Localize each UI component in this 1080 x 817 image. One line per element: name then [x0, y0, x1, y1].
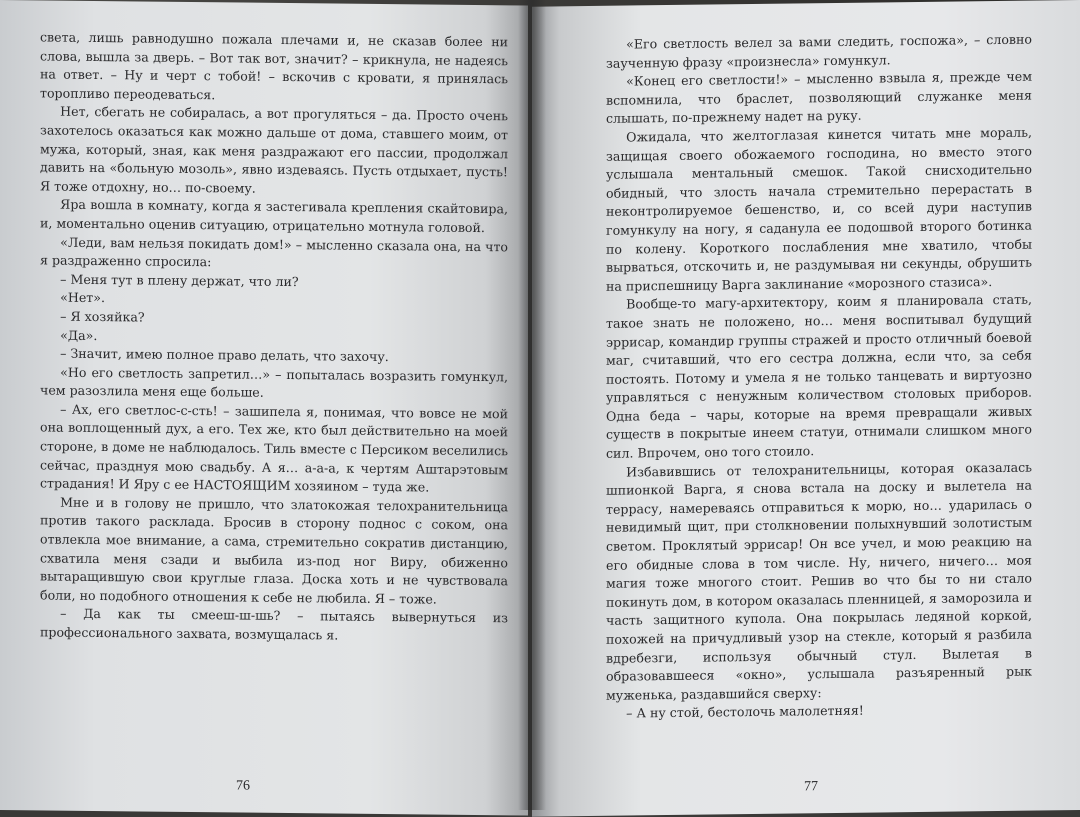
paragraph: «Его светлость велел за вами следить, госпожа», – словно заученную фразу «произнесла» гомункул. — [606, 31, 1032, 71]
paragraph: – Значит, имею полное право делать, что захочу. — [60, 345, 389, 365]
paragraph: «Нет». — [60, 289, 105, 306]
paragraph: – А ну стой, бестолочь малолетняя! — [626, 703, 864, 721]
paragraph: – Меня тут в плену держат, что ли? — [60, 271, 299, 289]
paragraph: Мне и в голову не пришло, что златокожая телохранительница против такого расклада. Бросив в сторону поднос с соком, она отвлекла мое внимание, а сама, стремительно сократив дистанцию, схватила меня сзади и выбила из-под ног Виру, обиженно вытаращившую свои круглые глаза. Доска хоть и не чувствовала боли, но подобного отношения к себе не любила. Я – тоже. — [40, 494, 508, 607]
paragraph: «Конец его светлости!» – мысленно взвыла я, прежде чем вспомнила, что браслет, позволяющий служанке меня слышать, по-прежнему надет на руку. — [606, 68, 1032, 127]
page-number: 77 — [804, 779, 818, 795]
paragraph: «Леди, вам нельзя покидать дом!» – мысленно сказала она, на что я раздраженно спросила: — [40, 234, 508, 270]
left-page — [0, 0, 528, 816]
paragraph: Нет, сбегать не собиралась, а вот прогуляться – да. Просто очень захотелось оказаться как можно дальше от дома, ставшего моим, от мужа, который, зная, как меня раздражают его пассии, продолжал давить на «больную мозоль», явно издеваясь. Пусть отдыхает, пусть! Я тоже отдохну, но… по-своему. — [40, 104, 508, 196]
right-page — [532, 0, 1080, 817]
paragraph: Избавившись от телохранительницы, которая оказалась шпионкой Варга, я снова встала на доску и вылетела на террасу, намереваясь отправиться к морю, но… ударилась о невидимый щит, при столкновении полыхнувший золотистым светом. Проклятый эррисар! Он все учел, и мою реакцию на его обидные слова в том числе. Ну, ничего, ничего… моя магия тоже многого стоит. Решив во что бы то ни стало покинуть дом, в котором оказалась пленницей, я заморозила и часть защитного купола. Она покрылась ледяной коркой, похожей на причудливый узор на стекле, который я разбила вдребезги, используя обычный стул. Вылетая в образовавшееся «окно», услышала разъяренный рык муженька, раздавшийся сверху: — [606, 459, 1032, 703]
paragraph: – Я хозяйка? — [60, 308, 145, 325]
paragraph: «Да». — [60, 327, 98, 343]
paragraph: Вообще-то магу-архитектору, коим я планировала стать, такое знать не положено, но… меня воспитывал будущий эррисар, командир группы стражей и просто отличный боевой маг, считавший, что его сестра должна, если что, за себя постоять. Потому и умела я не только танцевать и виртуозно управляться с ненужным количеством столовых приборов. Одна беда – чары, которые на время превращали живых существ в покрытые инеем статуи, отнимали слишком много сил. Впрочем, оно того стоило. — [606, 291, 1032, 461]
paragraph: – Да как ты смееш-ш-шь? – пытаясь вывернуться из профессионального захвата, возмущалась я. — [40, 606, 508, 643]
paragraph: Яра вошла в комнату, когда я застегивала крепления скайтовира, и, моментально оценив ситуацию, отрицательно мотнула головой. — [40, 196, 508, 236]
paragraph: света, лишь равнодушно пожала плечами и, не сказав более ни слова, вышла за дверь. – Вот так вот, значит? – крикнула, не надеясь на ответ. – Ну и черт с тобой! – вскочив с кровати, я принялась торопливо переодеваться. — [40, 29, 508, 103]
book-gutter — [518, 0, 546, 810]
page-number: 76 — [236, 778, 250, 794]
paragraph: «Но его светлость запретил…» – попыталась возразить гомункул, чем разозлила меня еще больше. — [40, 364, 508, 401]
paragraph: – Ах, его светлос-с-сть! – зашипела я, понимая, что вовсе не мой она воплощенный дух, а его. Тех же, кто был действительно на моей стороне, в доме не наблюдалось. Тиль вместе с Персиком веселились сейчас, празднуя мою свадьбу. А я… а-а-а, к чертям Аштарэтовым страдания! И Яру с ее НАСТОЯЩИМ хозяином – туда же. — [40, 401, 508, 495]
paragraph: Ожидала, что желтоглазая кинется читать мне мораль, защищая своего обожаемого господина, но вместо этого услышала ментальный смешок. Такой снисходительно обидный, что злость начала стремительно перерастать в неконтролируемое бешенство, и, со всей дури наступив гомункулу на ногу, я саданула ее подошвой второго ботинка по колену. Короткого послабления мне хватило, чтобы вырваться, отскочить и, не раздумывая ни секунды, обрушить на приспешницу Варга заклинание «морозного стазиса». — [606, 124, 1032, 294]
